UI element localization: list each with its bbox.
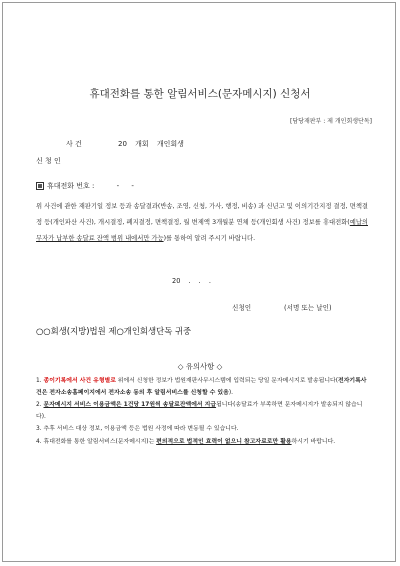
form-title: 휴대전화를 통한 알림서비스(문자메시지) 신청서 (89, 88, 311, 100)
sign-note: (서명 또는 날인) (284, 304, 332, 312)
phone-label: 휴대전화 번호 : (47, 182, 95, 190)
request-body (36, 199, 368, 246)
body-text-underlined: 예납의무자가 납부한 송달료 잔액 범위 내에서만 가능 (36, 218, 368, 242)
body-text-2: )를 통하여 알려 주시기 바랍니다. (163, 234, 256, 242)
checkbox-icon (36, 182, 44, 190)
phone-row (36, 181, 134, 191)
case-label: 사 건 (66, 140, 82, 148)
department-label: [담당재판부 : 제 개인회생단독] (290, 118, 372, 125)
notice-item: 4. 휴대전화를 통한 알림서비스(문자메시지)는 편의적으로 법적인 효력이 없으니 참고자료로만 활용하시기 바랍니다. (36, 438, 336, 445)
date-line: 20 . . . (172, 277, 211, 285)
case-value: 20 개회 개인회생 (118, 140, 184, 148)
court-addressee: ○○회생(지방)법원 제○개인회생단독 귀중 (36, 326, 192, 336)
notice-item: 1. 종이기록에서 사건 유형별로 위에서 신청한 정보가 법원재판사무시스템에 입력되는 당일 문자메시지로 발송됩니다(전자기록사건은 전자소송홈페이지에서 전자소송 동의 후 알림서비스를 신청할 수 있음). (36, 378, 367, 396)
phone-value: - - (116, 182, 134, 190)
notice-list (36, 376, 370, 450)
body-text-1: 위 사건에 관한 재판기일 정보 등과 송달결과(반송, 조영, 신청, 가사, 행정, 비송) 과 신년고 및 이의기간지정 결정, 면책결정 등(개인파산 사건), 개시결정, 폐지결정, 면책결정, 월 변제액 3개월분 연체 등(개인회생 사건) 정보를 휴대전화( (36, 203, 368, 226)
notice-item: 2. 문자메시지 서비스 이용금액은 1건당 17원씩 송달료잔액에서 지급됩니다(송달료가 부족하면 문자메시지가 발송되지 않습니다). (36, 402, 363, 420)
notice-item: 3. 추후 서비스 대상 정보, 이용금액 등은 법원 사정에 따라 변동될 수 있습니다. (36, 426, 239, 433)
sign-label: 신청인 (232, 304, 252, 312)
notice-title: ◇ 유의사항 ◇ (177, 362, 223, 371)
applicant-label: 신 청 인 (36, 157, 61, 165)
